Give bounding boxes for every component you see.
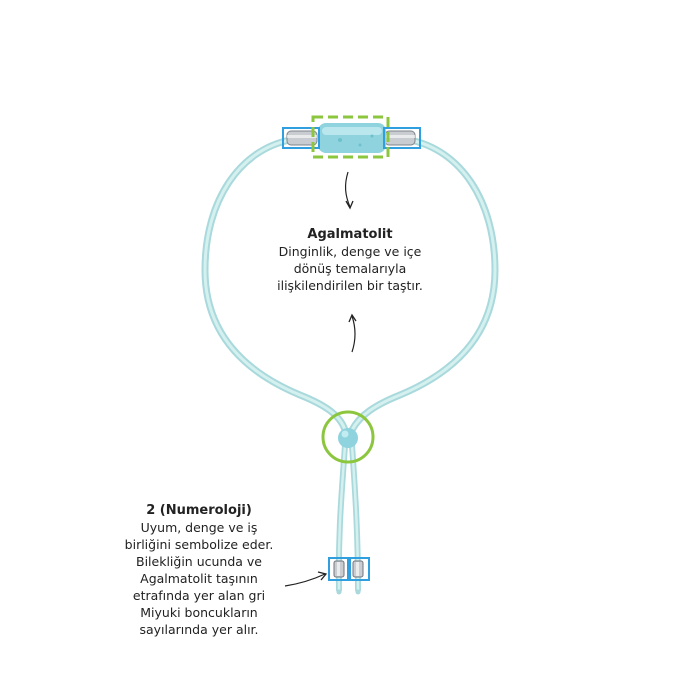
numerology-caption-line-1: Uyum, denge ve iş [140, 520, 258, 535]
stone-caption [240, 226, 460, 294]
stone-caption-line-2: dönüş temalarıyla [293, 261, 407, 276]
end-bead-right [353, 561, 363, 577]
numerology-caption-line-6: Miyuki boncukların [140, 605, 258, 620]
end-bead-left [334, 561, 344, 577]
stone-caption-line-3: ilişkilendirilen bir taştır. [277, 278, 423, 293]
numerology-caption-title: 2 (Numeroloji) [146, 503, 252, 518]
numerology-caption [104, 502, 294, 638]
numerology-caption-line-4: Agalmatolit taşının [140, 571, 258, 586]
numerology-caption-line-7: sayılarında yer alır. [139, 622, 259, 637]
stone-caption-title: Agalmatolit [307, 227, 393, 242]
stone-caption-line-1: Dinginlik, denge ve içe [278, 244, 422, 259]
arrow-caption-to-bead [349, 315, 356, 352]
slider-bead [338, 428, 358, 448]
numerology-caption-line-5: etrafında yer alan gri [132, 588, 266, 603]
cord-tip-right [356, 590, 361, 595]
numerology-caption-line-2: birliğini sembolize eder. [124, 537, 274, 552]
numerology-caption-line-3: Bilekliğin ucunda ve [136, 554, 262, 569]
arrow-stone-to-caption [346, 172, 353, 208]
cord-tip-left [337, 590, 342, 595]
agalmatolite-stone [318, 123, 386, 153]
